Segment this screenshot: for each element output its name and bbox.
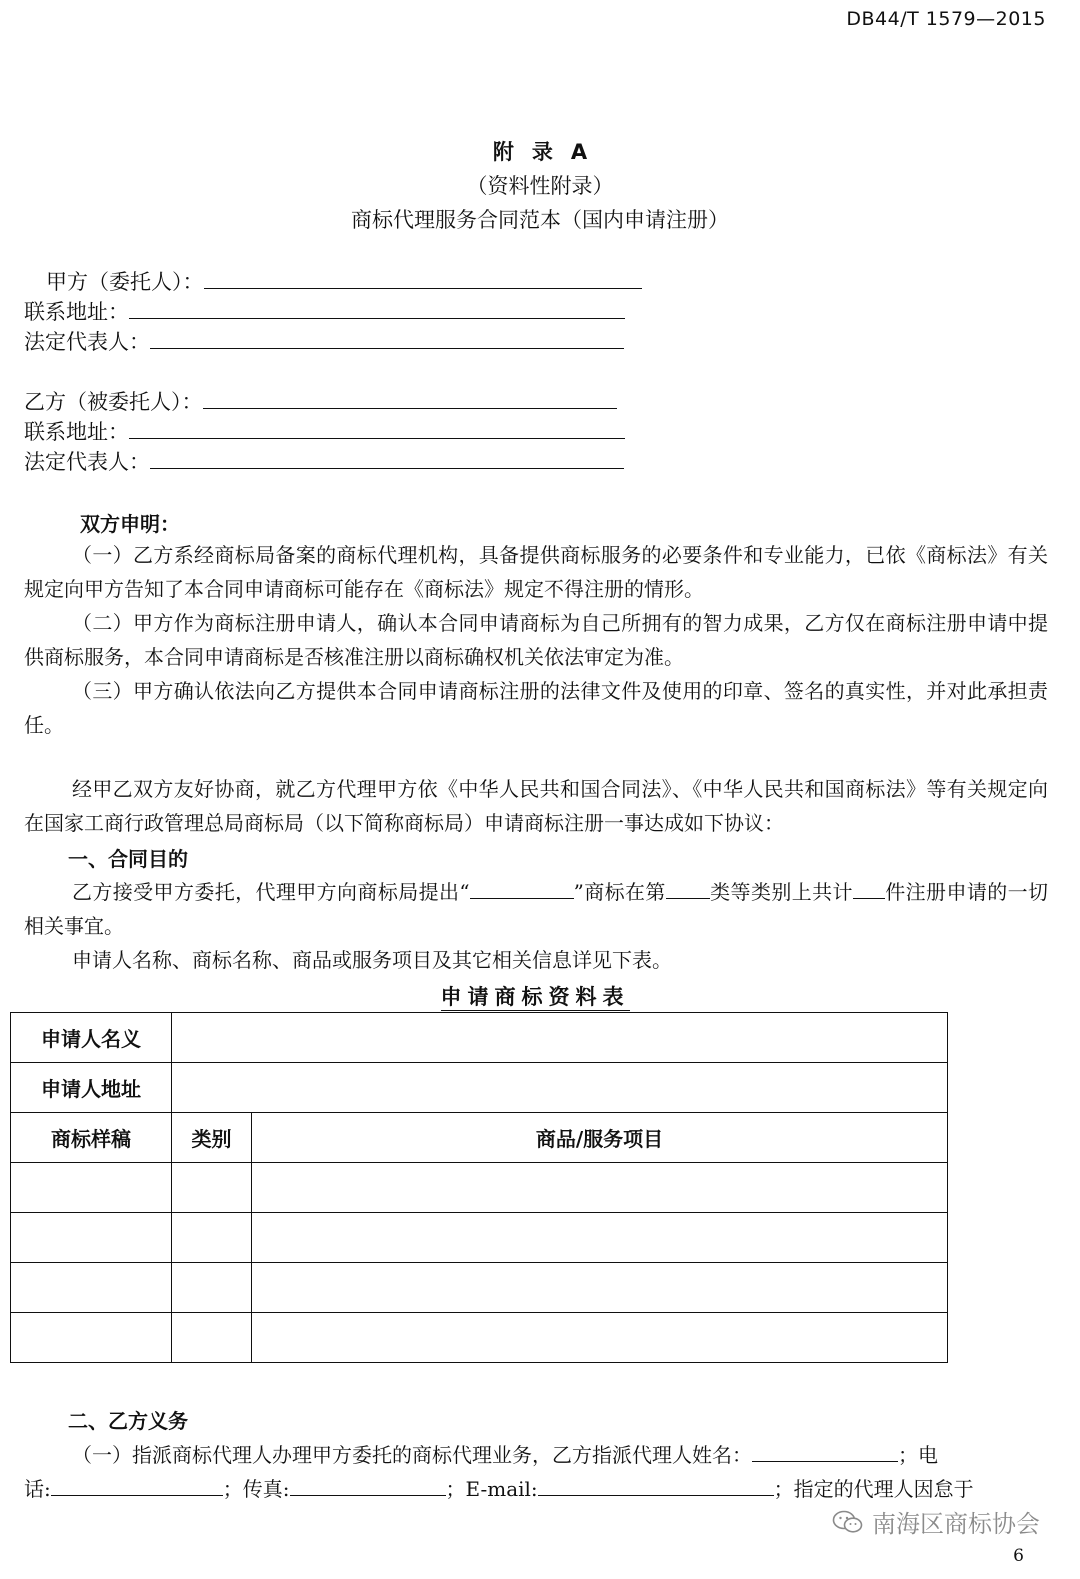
sample-cell[interactable] bbox=[11, 1313, 172, 1363]
agent-name-blank[interactable] bbox=[752, 1439, 898, 1462]
declaration-item-1: （一）乙方系经商标局备案的商标代理机构，具备提供商标服务的必要条件和专业能力，已依《商标法》有关规定向甲方告知了本合同申请商标可能存在《商标法》规定不得注册的情形。 bbox=[24, 543, 1048, 601]
class-cell[interactable] bbox=[172, 1213, 252, 1263]
party-a-rep-line bbox=[24, 326, 624, 356]
party-b-label: 乙方（被委托人）： bbox=[24, 390, 203, 414]
sample-cell[interactable] bbox=[11, 1263, 172, 1313]
table-row bbox=[11, 1263, 948, 1313]
party-a-line bbox=[46, 266, 642, 296]
party-a-address-line bbox=[24, 296, 625, 326]
table-title: 申请商标资料表 bbox=[440, 985, 630, 1009]
appendix-title: 附 录 A bbox=[492, 140, 588, 164]
party-b-blank[interactable] bbox=[203, 386, 617, 409]
applicant-address-label: 申请人地址 bbox=[11, 1063, 172, 1113]
fax-blank[interactable] bbox=[290, 1473, 446, 1496]
wechat-icon bbox=[832, 1509, 864, 1535]
goods-cell[interactable] bbox=[252, 1313, 948, 1363]
table-header-row bbox=[11, 1113, 948, 1163]
section2-paragraph-2: 话: ；传真: ；E-mail: ；指定的代理人因怠于 bbox=[24, 1472, 1048, 1506]
party-b-address-label: 联系地址： bbox=[24, 420, 129, 444]
declaration-heading: 双方申明： bbox=[80, 512, 180, 536]
party-a-rep-blank[interactable] bbox=[150, 326, 624, 349]
party-b-rep-label: 法定代表人： bbox=[24, 450, 150, 474]
page-number: 6 bbox=[1013, 1546, 1024, 1566]
watermark bbox=[832, 1504, 1040, 1539]
goods-cell[interactable] bbox=[252, 1163, 948, 1213]
party-b-rep-blank[interactable] bbox=[150, 446, 624, 469]
table-row bbox=[11, 1313, 948, 1363]
party-a-label: 甲方（委托人）： bbox=[46, 270, 204, 294]
party-b-address-line bbox=[24, 416, 625, 446]
appendix-nature: （资料性附录） bbox=[466, 174, 614, 198]
trademark-name-blank[interactable] bbox=[470, 876, 574, 899]
col-trademark-sample: 商标样稿 bbox=[11, 1113, 172, 1163]
party-b-line bbox=[24, 386, 617, 416]
table-row bbox=[11, 1213, 948, 1263]
table-row bbox=[11, 1063, 948, 1113]
table-row bbox=[11, 1013, 948, 1063]
class-cell[interactable] bbox=[172, 1163, 252, 1213]
col-class: 类别 bbox=[172, 1113, 252, 1163]
party-a-address-blank[interactable] bbox=[129, 296, 625, 319]
applicant-address-cell[interactable] bbox=[172, 1063, 948, 1113]
sample-cell[interactable] bbox=[11, 1213, 172, 1263]
table-row bbox=[11, 1163, 948, 1213]
sample-cell[interactable] bbox=[11, 1163, 172, 1213]
section2-paragraph-1: （一）指派商标代理人办理甲方委托的商标代理业务，乙方指派代理人姓名： ；电 bbox=[24, 1438, 1048, 1472]
application-table bbox=[10, 1012, 948, 1363]
class-cell[interactable] bbox=[172, 1313, 252, 1363]
col-goods-services: 商品/服务项目 bbox=[252, 1113, 948, 1163]
application-count-blank[interactable] bbox=[853, 876, 885, 899]
agreement-intro: 经甲乙双方友好协商，就乙方代理甲方依《中华人民共和国合同法》、《中华人民共和国商标法》等有关规定向在国家工商行政管理总局商标局（以下简称商标局）申请商标注册一事达成如下协议： bbox=[24, 777, 1048, 835]
applicant-name-cell[interactable] bbox=[172, 1013, 948, 1063]
section1-paragraph-1: 乙方接受甲方委托，代理甲方向商标局提出“ ”商标在第 类等类别上共计 件注册申请的一切相关事宜。 bbox=[24, 875, 1048, 943]
watermark-text: 南海区商标协会 bbox=[872, 1510, 1040, 1538]
standard-number: DB44/T 1579—2015 bbox=[846, 8, 1046, 30]
class-number-blank[interactable] bbox=[666, 876, 710, 899]
class-cell[interactable] bbox=[172, 1263, 252, 1313]
declaration-item-2: （二）甲方作为商标注册申请人，确认本合同申请商标为自己所拥有的智力成果，乙方仅在商标注册申请中提供商标服务，本合同申请商标是否核准注册以商标确权机关依法审定为准。 bbox=[24, 611, 1048, 669]
party-a-address-label: 联系地址： bbox=[24, 300, 129, 324]
party-a-rep-label: 法定代表人： bbox=[24, 330, 150, 354]
applicant-name-label: 申请人名义 bbox=[11, 1013, 172, 1063]
party-b-rep-line bbox=[24, 446, 624, 476]
party-b-address-blank[interactable] bbox=[129, 416, 625, 439]
section2-heading: 二、乙方义务 bbox=[68, 1409, 188, 1433]
email-blank[interactable] bbox=[538, 1473, 774, 1496]
section1-heading: 一、合同目的 bbox=[68, 847, 188, 871]
party-a-blank[interactable] bbox=[204, 266, 642, 289]
contract-title: 商标代理服务合同范本（国内申请注册） bbox=[351, 208, 729, 232]
phone-blank[interactable] bbox=[51, 1473, 223, 1496]
goods-cell[interactable] bbox=[252, 1213, 948, 1263]
declaration-item-3: （三）甲方确认依法向乙方提供本合同申请商标注册的法律文件及使用的印章、签名的真实性，并对此承担责任。 bbox=[24, 679, 1048, 737]
section1-paragraph-2: 申请人名称、商标名称、商品或服务项目及其它相关信息详见下表。 bbox=[72, 948, 672, 972]
goods-cell[interactable] bbox=[252, 1263, 948, 1313]
